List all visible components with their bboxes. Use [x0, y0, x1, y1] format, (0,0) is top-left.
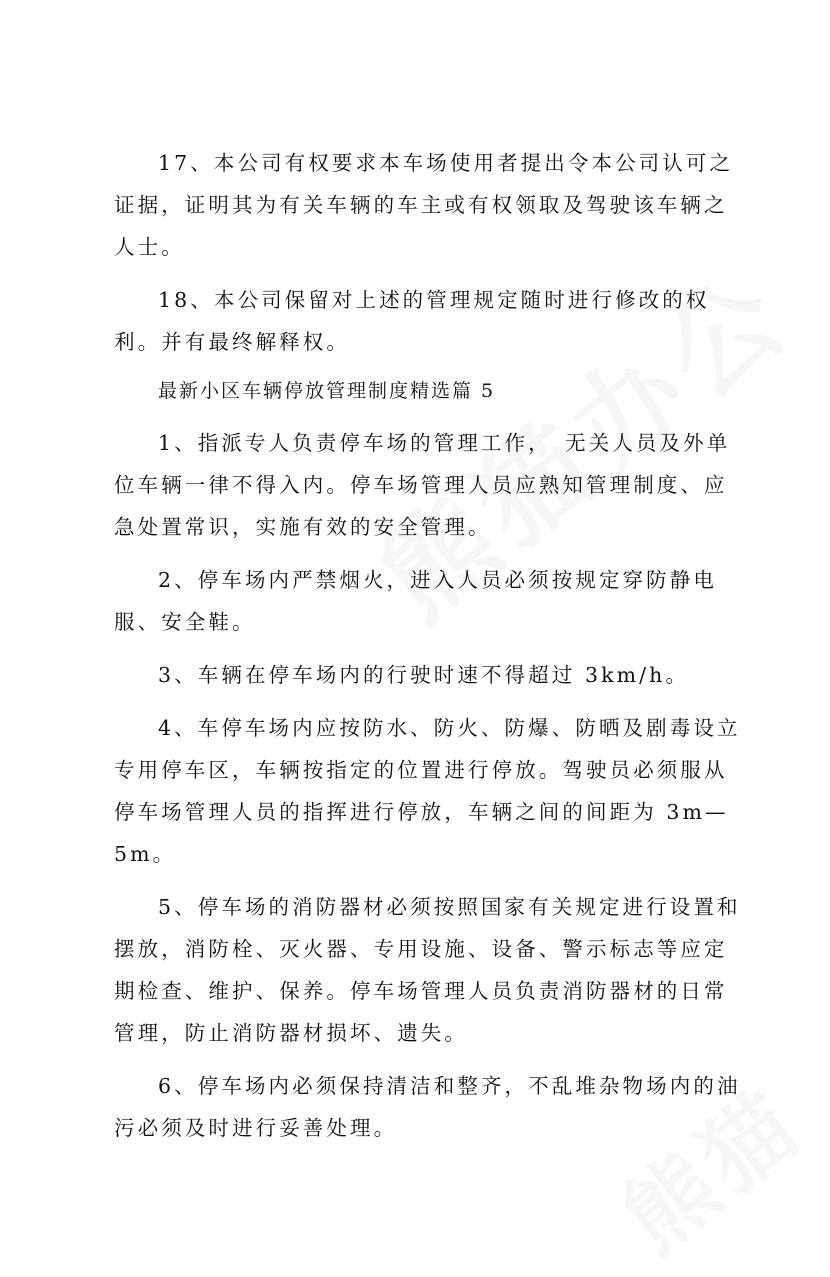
paragraph-6: 6、停车场内必须保持清洁和整齐，不乱堆杂物场内的油污必须及时进行妥善处理。 [114, 1074, 741, 1140]
paragraph-3: 3、车辆在停车场内的行驶时速不得超过 3km/h。 [158, 663, 690, 687]
paragraph-4: 4、车停车场内应按防水、防火、防爆、防晒及剧毒设立专用停车区，车辆按指定的位置进行停放。驾驶员必须服从停车场管理人员的指挥进行停放，车辆之间的间距为 3m—5m。 [114, 716, 741, 866]
document-body [114, 142, 744, 1149]
paragraph-18: 18、本公司保留对上述的管理规定随时进行修改的权利。并有最终解释权。 [114, 288, 710, 354]
paragraph-2: 2、停车场内严禁烟火，进入人员必须按规定穿防静电服、安全鞋。 [114, 568, 717, 634]
paragraph-5: 5、停车场的消防器材必须按照国家有关规定进行设置和摆放，消防栓、灭火器、专用设施、设备、警示标志等应定期检查、维护、保养。停车场管理人员负责消防器材的日常管理，防止消防器材损坏、遗失。 [114, 895, 741, 1045]
section-heading: 最新小区车辆停放管理制度精选篇 5 [158, 380, 496, 402]
paragraph-17: 17、本公司有权要求本车场使用者提出令本公司认可之证据，证明其为有关车辆的车主或有权领取及驾驶该车辆之人士。 [114, 151, 734, 259]
paragraph-1: 1、指派专人负责停车场的管理工作， 无关人员及外单位车辆一律不得入内。停车场管理人员应熟知管理制度、应急处置常识，实施有效的安全管理。 [114, 431, 731, 539]
